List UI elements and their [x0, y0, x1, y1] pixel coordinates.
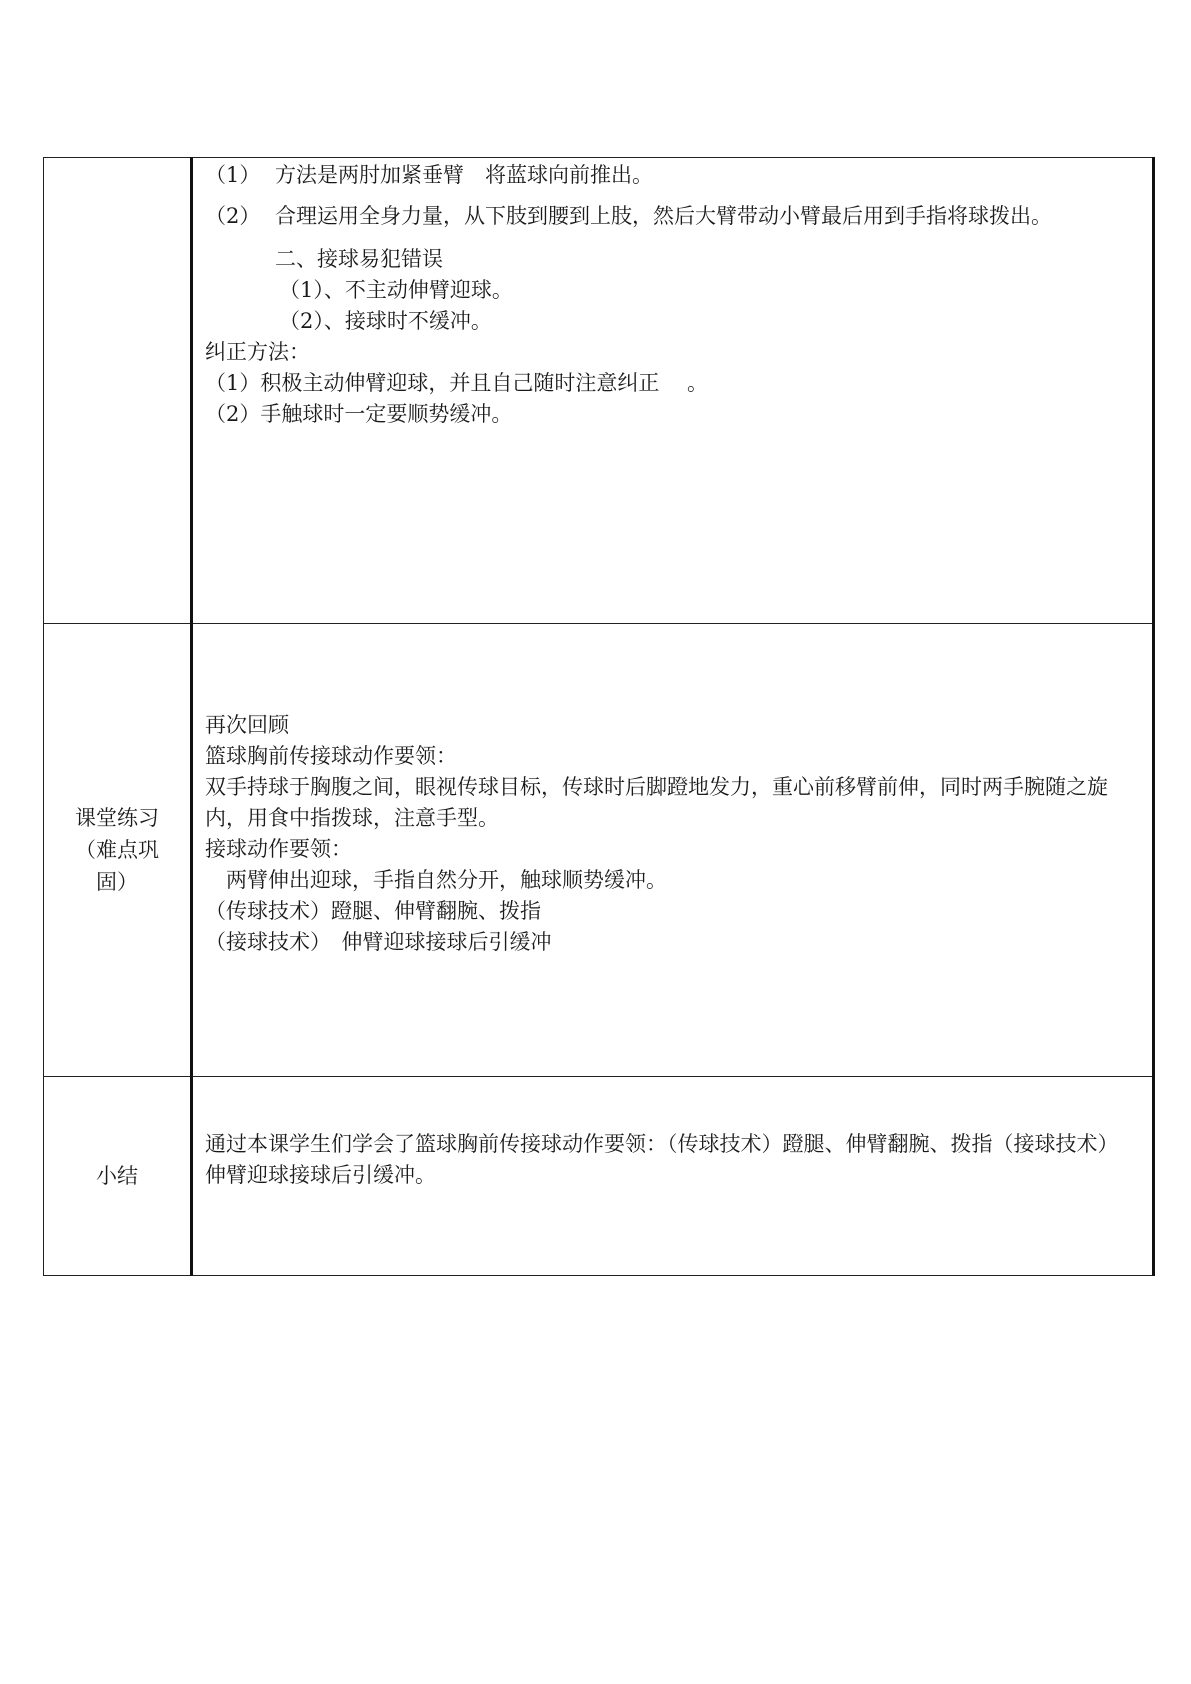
fix-item: （2）手触球时一定要顺势缓冲。 — [205, 402, 513, 426]
practice-line: （接球技术） 伸臂迎球接球后引缓冲 — [205, 930, 552, 954]
content-cell — [192, 624, 1154, 1077]
table-row — [44, 1077, 1154, 1276]
row-label-empty — [44, 158, 192, 624]
item-number: （1） — [205, 163, 261, 187]
lesson-table — [43, 157, 1155, 1276]
content-cell — [192, 1077, 1154, 1276]
fix-title: 纠正方法： — [205, 340, 310, 364]
row-label-practice — [44, 624, 192, 1077]
practice-line: 再次回顾 — [205, 713, 289, 737]
row-label-summary: 小结 — [44, 1077, 192, 1276]
practice-paragraph: 双手持球于胸腹之间，眼视传球目标，传球时后脚蹬地发力，重心前移臂前伸，同时两手腕随之旋内，用食中指拨球，注意手型。 — [205, 775, 1108, 830]
row-label-text: 课堂练习（难点巩固） — [75, 806, 159, 894]
fix-item: （1）积极主动伸臂迎球，并且自己随时注意纠正 。 — [205, 371, 709, 395]
item-text: 合理运用全身力量，从下肢到腰到上肢，然后大臂带动小臂最后用到手指将球拨出。 — [275, 204, 1052, 228]
error-correction-content — [193, 158, 1152, 430]
item-number: （2） — [205, 204, 261, 228]
practice-line: 篮球胸前传接球动作要领： — [205, 744, 457, 768]
practice-line: 两臂伸出迎球，手指自然分开，触球顺势缓冲。 — [205, 868, 667, 892]
table-row — [44, 158, 1154, 624]
summary-content — [193, 1077, 1152, 1191]
summary-text: 通过本课学生们学会了篮球胸前传接球动作要领：（传球技术）蹬腿、伸臂翻腕、拨指（接球技术） 伸臂迎球接球后引缓冲。 — [205, 1132, 1129, 1187]
practice-line: （传球技术）蹬腿、伸臂翻腕、拨指 — [205, 899, 541, 923]
error-item: （1）、不主动伸臂迎球。 — [279, 278, 513, 302]
section-heading: 二、接球易犯错误 — [275, 247, 443, 271]
error-item: （2）、接球时不缓冲。 — [279, 309, 492, 333]
item-text: 方法是两肘加紧垂臂 将蓝球向前推出。 — [275, 163, 653, 187]
content-cell — [192, 158, 1154, 624]
table-row — [44, 624, 1154, 1077]
list-item — [205, 201, 1142, 232]
practice-line: 接球动作要领： — [205, 837, 352, 861]
practice-content — [193, 624, 1152, 958]
list-item — [205, 160, 1142, 191]
